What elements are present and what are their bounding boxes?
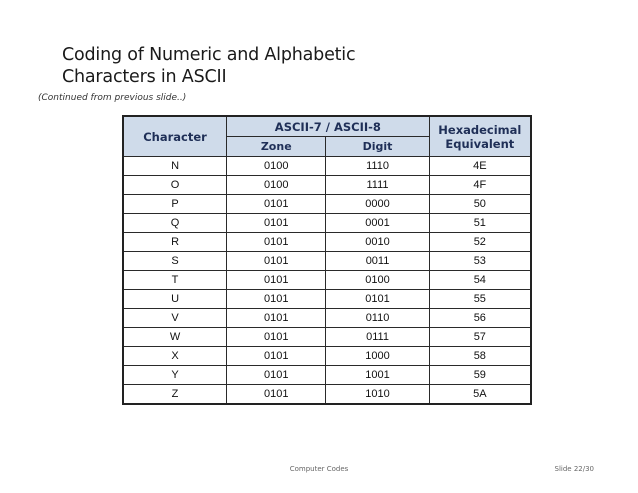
cell-zone: 0100	[227, 157, 326, 176]
cell-hex: 50	[429, 195, 531, 214]
table-body	[123, 157, 531, 405]
cell-character: Z	[123, 385, 227, 405]
slide-title	[62, 44, 482, 88]
table-row	[123, 214, 531, 233]
cell-hex: 58	[429, 347, 531, 366]
cell-zone: 0101	[227, 214, 326, 233]
cell-hex: 56	[429, 309, 531, 328]
cell-character: T	[123, 271, 227, 290]
table-row	[123, 328, 531, 347]
cell-hex: 59	[429, 366, 531, 385]
table-row	[123, 385, 531, 405]
cell-character: U	[123, 290, 227, 309]
cell-digit: 1001	[326, 366, 429, 385]
cell-digit: 1111	[326, 176, 429, 195]
slide-title-line-2: Characters in ASCII	[62, 67, 227, 87]
cell-zone: 0101	[227, 195, 326, 214]
header-zone: Zone	[227, 137, 326, 157]
cell-digit: 1110	[326, 157, 429, 176]
cell-digit: 0000	[326, 195, 429, 214]
cell-character: P	[123, 195, 227, 214]
cell-hex: 54	[429, 271, 531, 290]
cell-digit: 0111	[326, 328, 429, 347]
header-hexadecimal: Hexadecimal Equivalent	[429, 116, 531, 157]
header-character: Character	[123, 116, 227, 157]
footer-title: Computer Codes	[289, 465, 349, 473]
cell-zone: 0101	[227, 366, 326, 385]
cell-zone: 0101	[227, 290, 326, 309]
table-row	[123, 195, 531, 214]
cell-hex: 52	[429, 233, 531, 252]
table-row	[123, 176, 531, 195]
cell-zone: 0101	[227, 271, 326, 290]
cell-character: R	[123, 233, 227, 252]
cell-hex: 5A	[429, 385, 531, 405]
header-ascii-group: ASCII-7 / ASCII-8	[227, 116, 430, 137]
cell-digit: 1000	[326, 347, 429, 366]
cell-zone: 0101	[227, 347, 326, 366]
cell-character: O	[123, 176, 227, 195]
cell-zone: 0100	[227, 176, 326, 195]
table-row	[123, 309, 531, 328]
table-row	[123, 347, 531, 366]
table-row	[123, 366, 531, 385]
table-row	[123, 271, 531, 290]
cell-zone: 0101	[227, 233, 326, 252]
cell-zone: 0101	[227, 252, 326, 271]
table-row	[123, 290, 531, 309]
cell-hex: 51	[429, 214, 531, 233]
cell-digit: 0011	[326, 252, 429, 271]
cell-hex: 57	[429, 328, 531, 347]
cell-hex: 4F	[429, 176, 531, 195]
cell-digit: 0110	[326, 309, 429, 328]
ascii-table	[122, 115, 532, 405]
cell-digit: 1010	[326, 385, 429, 405]
table-row	[123, 233, 531, 252]
cell-digit: 0001	[326, 214, 429, 233]
cell-digit: 0010	[326, 233, 429, 252]
cell-hex: 53	[429, 252, 531, 271]
cell-digit: 0100	[326, 271, 429, 290]
cell-character: X	[123, 347, 227, 366]
cell-character: N	[123, 157, 227, 176]
cell-zone: 0101	[227, 309, 326, 328]
cell-character: W	[123, 328, 227, 347]
slide-number: Slide 22/30	[554, 465, 594, 473]
cell-character: V	[123, 309, 227, 328]
cell-zone: 0101	[227, 385, 326, 405]
table-row	[123, 252, 531, 271]
cell-zone: 0101	[227, 328, 326, 347]
cell-digit: 0101	[326, 290, 429, 309]
cell-hex: 4E	[429, 157, 531, 176]
table-row	[123, 157, 531, 176]
cell-hex: 55	[429, 290, 531, 309]
table-header	[123, 116, 531, 157]
slide-title-line-1: Coding of Numeric and Alphabetic	[62, 45, 356, 65]
continued-note: (Continued from previous slide..)	[38, 93, 187, 103]
cell-character: S	[123, 252, 227, 271]
cell-character: Y	[123, 366, 227, 385]
cell-character: Q	[123, 214, 227, 233]
header-digit: Digit	[326, 137, 429, 157]
